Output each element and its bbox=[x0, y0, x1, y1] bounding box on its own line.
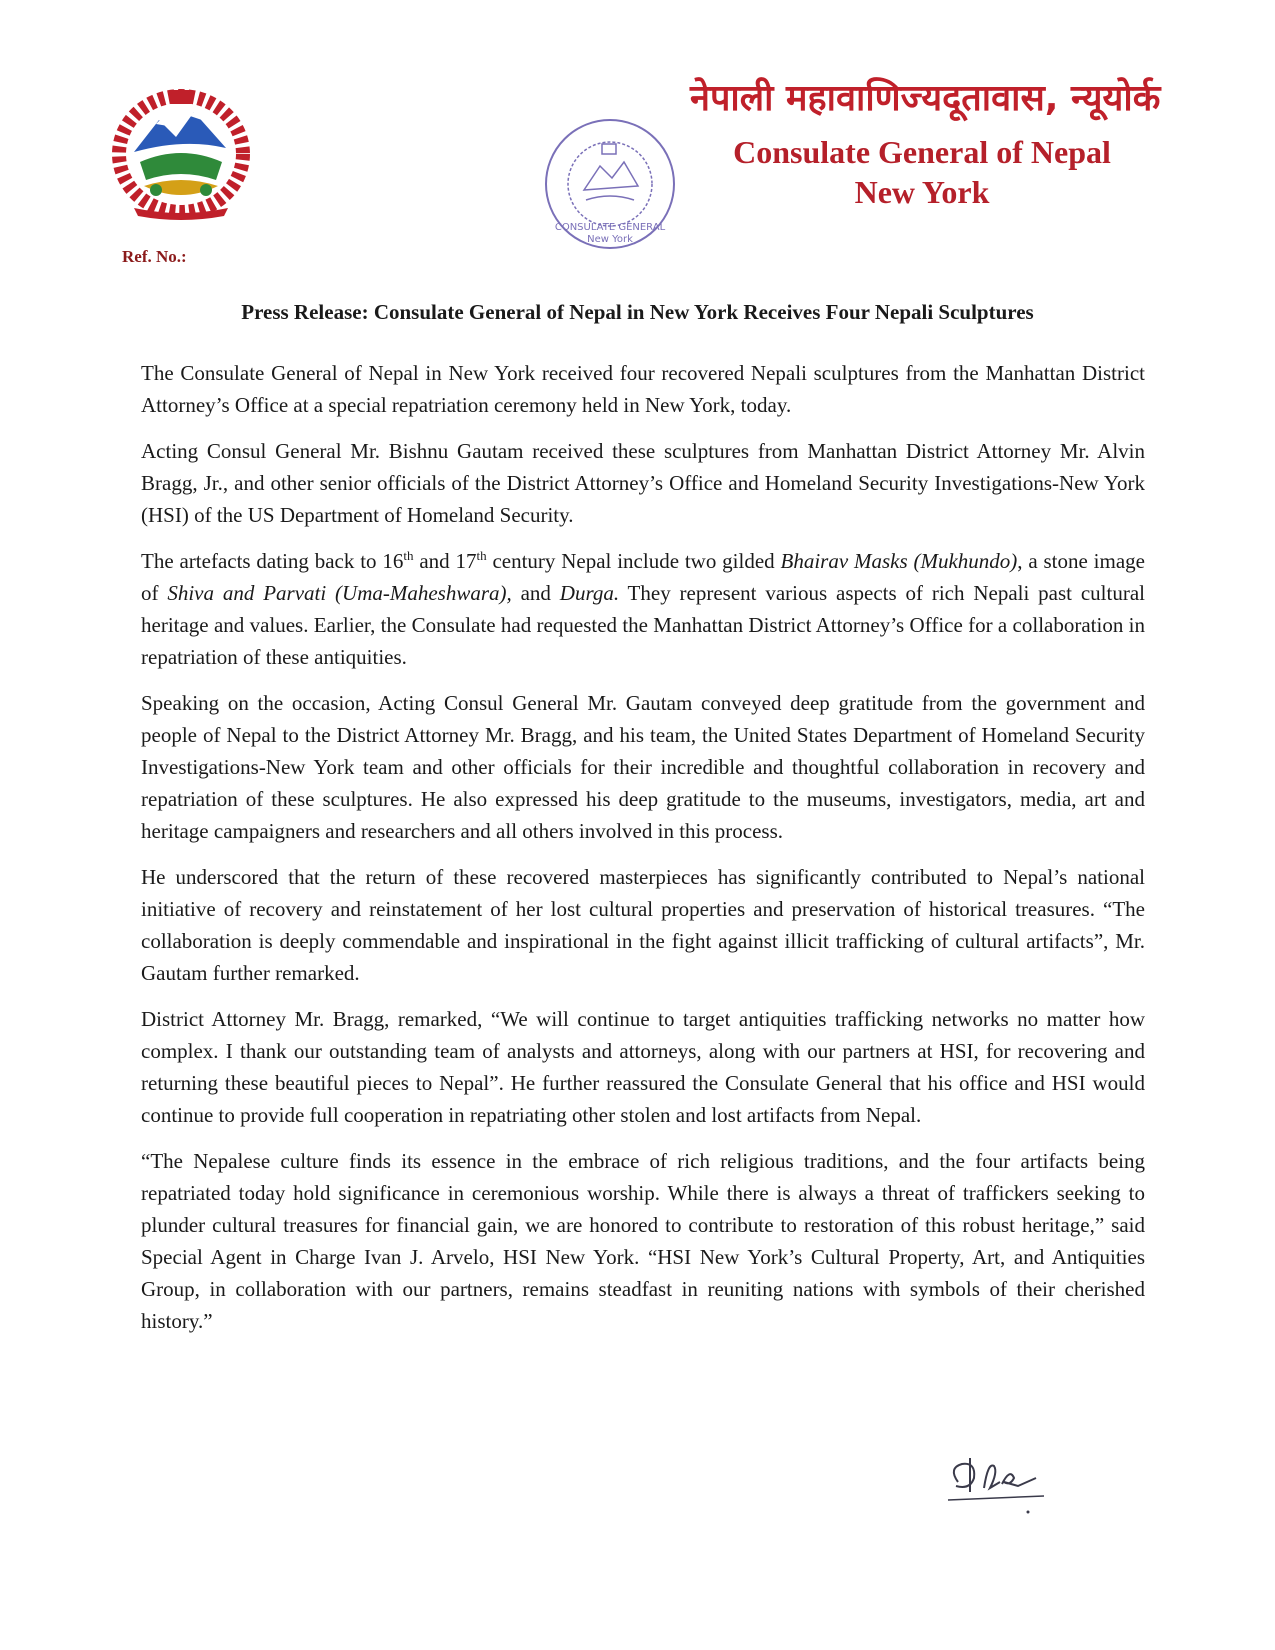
p3-text-a: The artefacts dating back to 16 bbox=[141, 549, 404, 573]
press-release-title: Press Release: Consulate General of Nepal in New York Receives Four Nepali Sculptures bbox=[241, 300, 1034, 324]
press-release-body bbox=[141, 357, 1145, 1351]
consulate-heading-line1: Consulate General of Nepal bbox=[733, 134, 1111, 170]
consulate-heading bbox=[712, 132, 1132, 212]
consulate-heading-line2: New York bbox=[854, 174, 990, 210]
paragraph-6: District Attorney Mr. Bragg, remarked, “We will continue to target antiquities trafficking networks no matter how complex. I thank our outstanding team of analysts and attorneys, along with our partners at HSI, for recovering and returning these beautiful pieces to Nepal”. He further reassured the Consulate General that his office and HSI would continue to provide full cooperation in repatriating other stolen and lost artifacts from Nepal. bbox=[141, 1007, 1145, 1127]
p3-sup-2: th bbox=[476, 548, 487, 563]
p3-italic-1: Bhairav Masks (Mukhundo) bbox=[780, 549, 1018, 573]
ref-number-label: Ref. No.: bbox=[122, 247, 187, 266]
p3-sup-1: th bbox=[403, 548, 414, 563]
p3-text-d: , a stone image of bbox=[141, 549, 1145, 605]
signature-icon bbox=[940, 1448, 1070, 1518]
nepali-heading: नेपाली महावाणिज्यदूतावास, न्यूयोर्क bbox=[690, 78, 1161, 119]
svg-text:New York: New York bbox=[587, 234, 633, 245]
paragraph-4: Speaking on the occasion, Acting Consul General Mr. Gautam conveyed deep gratitude from the government and people of Nepal to the District Attorney Mr. Bragg, and his team, the United States Department of Homeland Security Investigations-New York team and other officials for their incredible and thoughtful collaboration in recovery and repatriation of these sculptures. He also expressed his deep gratitude to the museums, investigators, media, art and heritage campaigners and researchers and all others involved in this process. bbox=[141, 691, 1145, 843]
p3-text-b: and 17 bbox=[413, 549, 477, 573]
paragraph-1: The Consulate General of Nepal in New York received four recovered Nepali sculptures from the Manhattan District Attorney’s Office at a special repatriation ceremony held in New York, today. bbox=[141, 361, 1145, 417]
p3-italic-3: Durga. bbox=[559, 581, 620, 605]
svg-text:CONSULATE GENERAL: CONSULATE GENERAL bbox=[554, 222, 666, 233]
p3-text-c: century Nepal include two gilded bbox=[486, 549, 781, 573]
nepal-emblem-icon bbox=[104, 82, 258, 222]
p3-italic-2: Shiva and Parvati (Uma-Maheshwara), bbox=[167, 581, 512, 605]
paragraph-7: “The Nepalese culture finds its essence in the embrace of rich religious traditions, and the four artifacts being repatriated today hold significance in ceremonious worship. While there is always a threat of traffickers seeking to plunder cultural treasures for financial gain, we are honored to contribute to restoration of this robust heritage,” said Special Agent in Charge Ivan J. Arvelo, HSI New York. “HSI New York’s Cultural Property, Art, and Antiquities Group, in collaboration with our partners, remains steadfast in reuniting nations with symbols of their cherished history.” bbox=[141, 1149, 1145, 1333]
paragraph-3 bbox=[141, 545, 1145, 673]
paragraph-5: He underscored that the return of these recovered masterpieces has significantly contributed to Nepal’s national initiative of recovery and reinstatement of her lost cultural properties and preservation of historical treasures. “The collaboration is deeply commendable and inspirational in the fight against illicit trafficking of cultural artifacts”, Mr. Gautam further remarked. bbox=[141, 865, 1145, 985]
p3-text-e: and bbox=[511, 581, 560, 605]
consulate-seal-icon bbox=[540, 114, 680, 254]
p3-text-f: They represent various aspects of rich Nepali past cultural heritage and values. Earlier, the Consulate had requested the Manhattan District Attorney’s Office for a collaboration in repatriation of these antiquities. bbox=[141, 581, 1145, 669]
paragraph-2: Acting Consul General Mr. Bishnu Gautam received these sculptures from Manhattan District Attorney Mr. Alvin Bragg, Jr., and other senior officials of the District Attorney’s Office and Homeland Security Investigations-New York (HSI) of the US Department of Homeland Security. bbox=[141, 439, 1145, 527]
